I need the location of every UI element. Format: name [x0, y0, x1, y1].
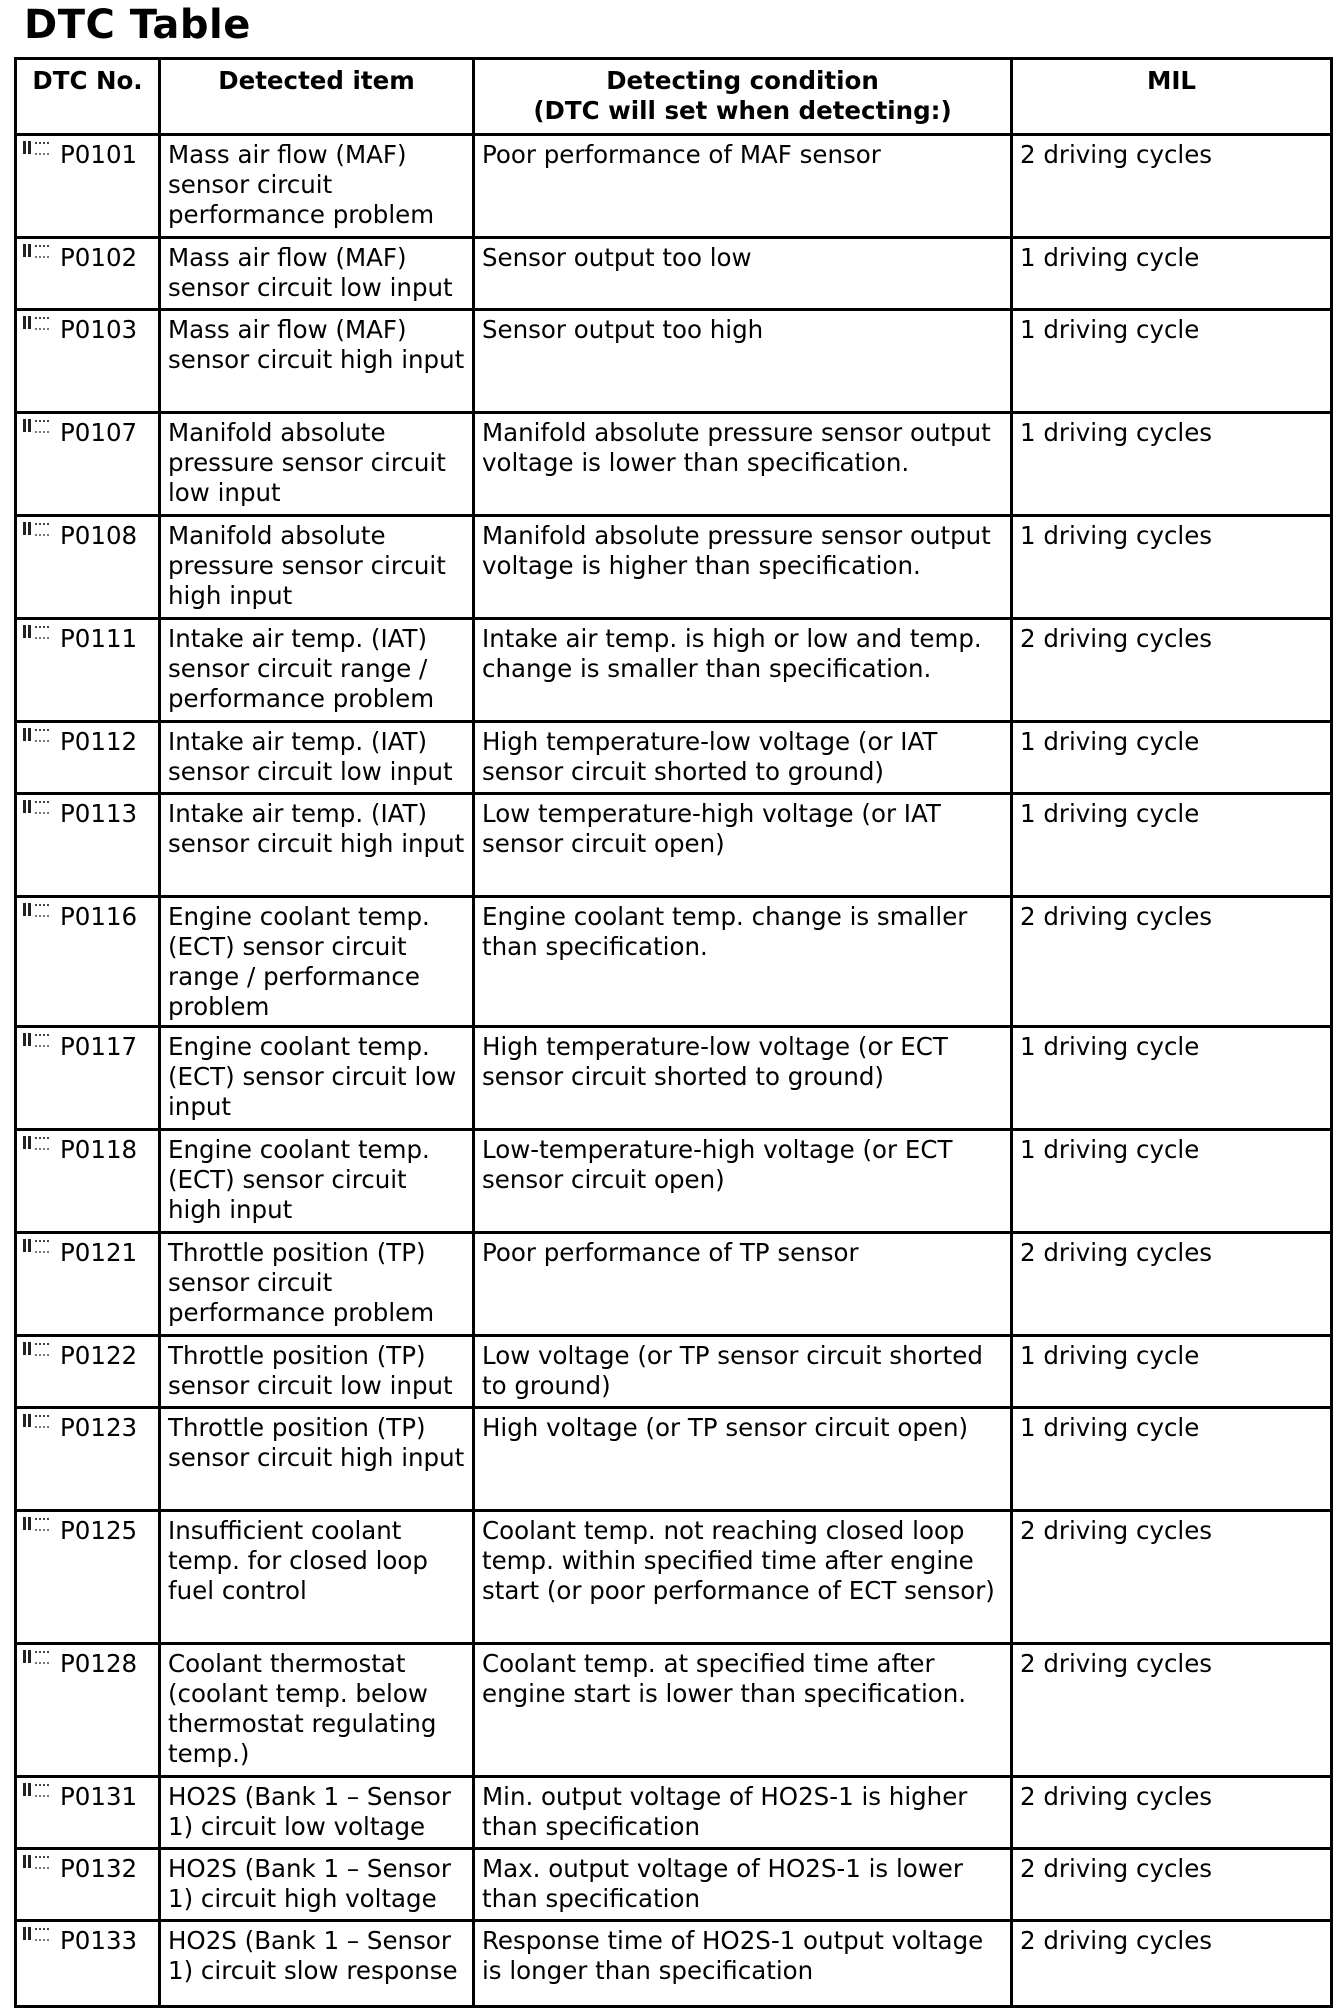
detected-item-cell: Manifold absolute pressure sensor circuit low input	[160, 413, 474, 516]
code-marker-icon	[23, 1927, 56, 1943]
dtc-code-cell	[16, 1336, 160, 1408]
detecting-condition-cell: Intake air temp. is high or low and temp. change is smaller than specification.	[474, 619, 1012, 722]
detecting-condition-cell: Low voltage (or TP sensor circuit shorted to ground)	[474, 1336, 1012, 1408]
detecting-condition-cell: Engine coolant temp. change is smaller than specification.	[474, 897, 1012, 1027]
detected-item-cell: HO2S (Bank 1 – Sensor 1) circuit high voltage	[160, 1849, 474, 1921]
page-title: DTC Table	[24, 2, 251, 48]
header-dtc-no: DTC No.	[16, 59, 160, 135]
header-detected-item: Detected item	[160, 59, 474, 135]
code-marker-icon	[23, 1414, 56, 1430]
detecting-condition-cell: High temperature-low voltage (or IAT sensor circuit shorted to ground)	[474, 722, 1012, 794]
mil-cell: 2 driving cycles	[1012, 135, 1332, 238]
dtc-code-cell	[16, 1921, 160, 2007]
dtc-code-cell	[16, 413, 160, 516]
detected-item-cell: Coolant thermostat (coolant temp. below thermostat regulating temp.)	[160, 1644, 474, 1777]
dtc-code: P0123	[60, 1413, 138, 1442]
dtc-table	[14, 57, 1333, 2008]
mil-cell: 1 driving cycle	[1012, 722, 1332, 794]
code-marker-icon	[23, 903, 56, 919]
dtc-code: P0132	[60, 1854, 138, 1883]
mil-cell: 2 driving cycles	[1012, 1233, 1332, 1336]
detecting-condition-cell: High voltage (or TP sensor circuit open)	[474, 1408, 1012, 1511]
dtc-code: P0122	[60, 1341, 138, 1370]
dtc-code: P0111	[60, 624, 138, 653]
table-row	[16, 1233, 1332, 1336]
table-row	[16, 135, 1332, 238]
detected-item-cell: Throttle position (TP) sensor circuit high input	[160, 1408, 474, 1511]
dtc-code-cell	[16, 1511, 160, 1644]
table-row	[16, 238, 1332, 310]
dtc-code: P0125	[60, 1516, 138, 1545]
dtc-code-cell	[16, 794, 160, 897]
detected-item-cell: Mass air flow (MAF) sensor circuit high input	[160, 310, 474, 413]
mil-cell: 1 driving cycle	[1012, 1336, 1332, 1408]
mil-cell: 1 driving cycles	[1012, 413, 1332, 516]
dtc-code: P0108	[60, 521, 138, 550]
dtc-code: P0112	[60, 727, 138, 756]
table-row	[16, 1511, 1332, 1644]
table-row	[16, 1777, 1332, 1849]
mil-cell: 1 driving cycles	[1012, 516, 1332, 619]
table-row	[16, 413, 1332, 516]
dtc-code: P0128	[60, 1649, 138, 1678]
table-row	[16, 1644, 1332, 1777]
header-mil: MIL	[1012, 59, 1332, 135]
dtc-code-cell	[16, 310, 160, 413]
dtc-code-cell	[16, 1408, 160, 1511]
detected-item-cell: Intake air temp. (IAT) sensor circuit high input	[160, 794, 474, 897]
detecting-condition-cell: Coolant temp. not reaching closed loop temp. within specified time after engine start (or poor performance of ECT sensor)	[474, 1511, 1012, 1644]
dtc-code: P0121	[60, 1238, 138, 1267]
dtc-code-cell	[16, 619, 160, 722]
detected-item-cell: Mass air flow (MAF) sensor circuit performance problem	[160, 135, 474, 238]
detected-item-cell: Engine coolant temp. (ECT) sensor circuit high input	[160, 1130, 474, 1233]
code-marker-icon	[23, 728, 56, 744]
table-row	[16, 1408, 1332, 1511]
dtc-code-cell	[16, 1777, 160, 1849]
detecting-condition-cell: Sensor output too low	[474, 238, 1012, 310]
mil-cell: 2 driving cycles	[1012, 1849, 1332, 1921]
detecting-condition-cell: Poor performance of TP sensor	[474, 1233, 1012, 1336]
dtc-code: P0102	[60, 243, 138, 272]
header-condition-line2: (DTC will set when detecting:)	[533, 96, 952, 125]
dtc-code: P0103	[60, 315, 138, 344]
dtc-code-cell	[16, 135, 160, 238]
dtc-table-body	[16, 135, 1332, 2007]
code-marker-icon	[23, 419, 56, 435]
table-row	[16, 1336, 1332, 1408]
code-marker-icon	[23, 141, 56, 157]
detected-item-cell: Engine coolant temp. (ECT) sensor circuit range / performance problem	[160, 897, 474, 1027]
dtc-code-cell	[16, 238, 160, 310]
code-marker-icon	[23, 522, 56, 538]
mil-cell: 2 driving cycles	[1012, 619, 1332, 722]
mil-cell: 1 driving cycle	[1012, 310, 1332, 413]
code-marker-icon	[23, 1342, 56, 1358]
mil-cell: 1 driving cycle	[1012, 1130, 1332, 1233]
detected-item-cell: HO2S (Bank 1 – Sensor 1) circuit low voltage	[160, 1777, 474, 1849]
detected-item-cell: Manifold absolute pressure sensor circuit high input	[160, 516, 474, 619]
dtc-code-cell	[16, 1027, 160, 1130]
dtc-code: P0116	[60, 902, 138, 931]
detected-item-cell: Intake air temp. (IAT) sensor circuit low input	[160, 722, 474, 794]
code-marker-icon	[23, 1783, 56, 1799]
table-row	[16, 1027, 1332, 1130]
code-marker-icon	[23, 1033, 56, 1049]
table-row	[16, 794, 1332, 897]
code-marker-icon	[23, 1136, 56, 1152]
dtc-code-cell	[16, 722, 160, 794]
dtc-code: P0101	[60, 140, 138, 169]
code-marker-icon	[23, 1239, 56, 1255]
detected-item-cell: Insufficient coolant temp. for closed loop fuel control	[160, 1511, 474, 1644]
mil-cell: 1 driving cycle	[1012, 794, 1332, 897]
mil-cell: 1 driving cycle	[1012, 1408, 1332, 1511]
code-marker-icon	[23, 316, 56, 332]
table-row	[16, 897, 1332, 1027]
table-row	[16, 1921, 1332, 2007]
detecting-condition-cell: Low temperature-high voltage (or IAT sensor circuit open)	[474, 794, 1012, 897]
detected-item-cell: Engine coolant temp. (ECT) sensor circuit low input	[160, 1027, 474, 1130]
mil-cell: 1 driving cycle	[1012, 238, 1332, 310]
dtc-code: P0113	[60, 799, 138, 828]
detecting-condition-cell: High temperature-low voltage (or ECT sensor circuit shorted to ground)	[474, 1027, 1012, 1130]
detected-item-cell: Intake air temp. (IAT) sensor circuit range / performance problem	[160, 619, 474, 722]
mil-cell: 2 driving cycles	[1012, 1644, 1332, 1777]
detected-item-cell: Mass air flow (MAF) sensor circuit low input	[160, 238, 474, 310]
detecting-condition-cell: Coolant temp. at specified time after engine start is lower than specification.	[474, 1644, 1012, 1777]
dtc-code: P0117	[60, 1032, 138, 1061]
dtc-code: P0133	[60, 1926, 138, 1955]
code-marker-icon	[23, 800, 56, 816]
code-marker-icon	[23, 1650, 56, 1666]
mil-cell: 1 driving cycle	[1012, 1027, 1332, 1130]
mil-cell: 2 driving cycles	[1012, 1511, 1332, 1644]
dtc-code-cell	[16, 897, 160, 1027]
table-row	[16, 1849, 1332, 1921]
dtc-code: P0107	[60, 418, 138, 447]
dtc-code-cell	[16, 1233, 160, 1336]
detecting-condition-cell: Low-temperature-high voltage (or ECT sensor circuit open)	[474, 1130, 1012, 1233]
detected-item-cell: HO2S (Bank 1 – Sensor 1) circuit slow response	[160, 1921, 474, 2007]
detecting-condition-cell: Response time of HO2S-1 output voltage is longer than specification	[474, 1921, 1012, 2007]
dtc-code: P0131	[60, 1782, 138, 1811]
code-marker-icon	[23, 1517, 56, 1533]
mil-cell: 2 driving cycles	[1012, 1777, 1332, 1849]
code-marker-icon	[23, 625, 56, 641]
dtc-code: P0118	[60, 1135, 138, 1164]
header-condition-line1: Detecting condition	[606, 66, 879, 95]
header-row	[16, 59, 1332, 135]
table-row	[16, 310, 1332, 413]
detected-item-cell: Throttle position (TP) sensor circuit low input	[160, 1336, 474, 1408]
code-marker-icon	[23, 1855, 56, 1871]
detecting-condition-cell: Manifold absolute pressure sensor output voltage is lower than specification.	[474, 413, 1012, 516]
dtc-code-cell	[16, 1130, 160, 1233]
detecting-condition-cell: Poor performance of MAF sensor	[474, 135, 1012, 238]
detecting-condition-cell: Manifold absolute pressure sensor output voltage is higher than specification.	[474, 516, 1012, 619]
table-row	[16, 722, 1332, 794]
detecting-condition-cell: Sensor output too high	[474, 310, 1012, 413]
detected-item-cell: Throttle position (TP) sensor circuit performance problem	[160, 1233, 474, 1336]
table-row	[16, 619, 1332, 722]
table-row	[16, 1130, 1332, 1233]
detecting-condition-cell: Max. output voltage of HO2S-1 is lower than specification	[474, 1849, 1012, 1921]
mil-cell: 2 driving cycles	[1012, 897, 1332, 1027]
dtc-code-cell	[16, 516, 160, 619]
table-row	[16, 516, 1332, 619]
detecting-condition-cell: Min. output voltage of HO2S-1 is higher than specification	[474, 1777, 1012, 1849]
code-marker-icon	[23, 244, 56, 260]
dtc-code-cell	[16, 1644, 160, 1777]
mil-cell: 2 driving cycles	[1012, 1921, 1332, 2007]
dtc-code-cell	[16, 1849, 160, 1921]
header-detecting-condition	[474, 59, 1012, 135]
